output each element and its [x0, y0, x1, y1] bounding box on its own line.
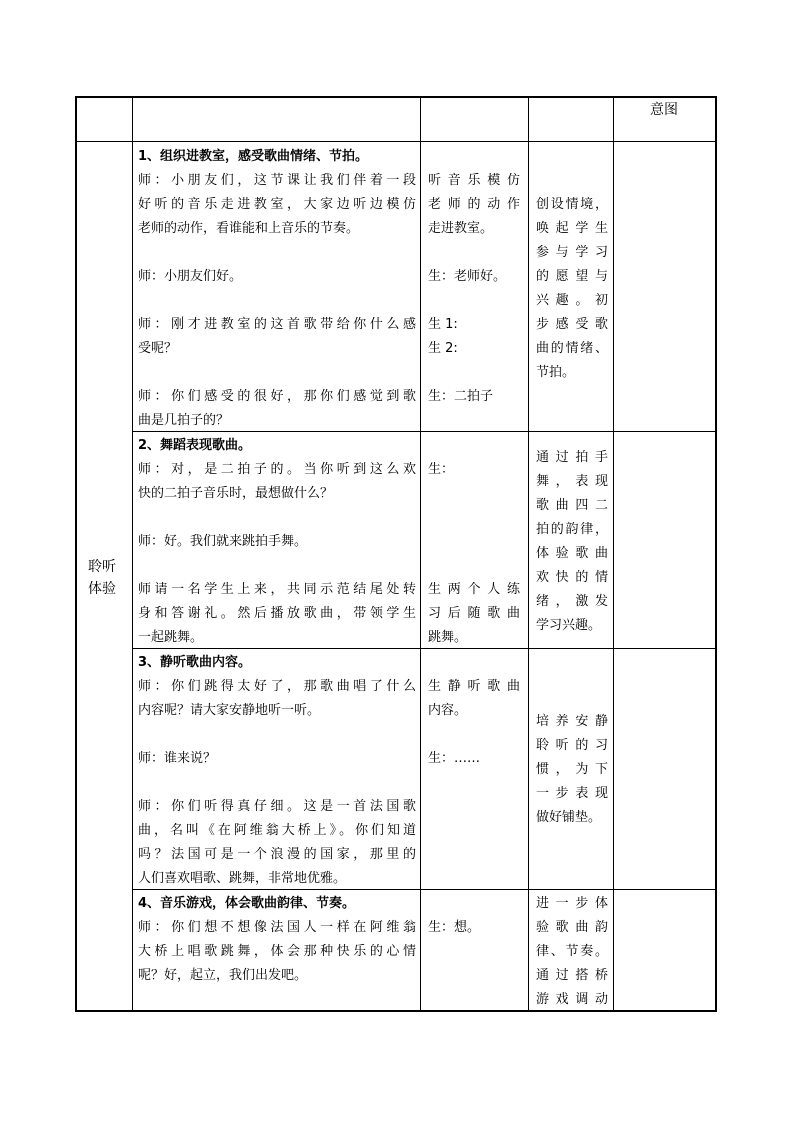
row-2-student-activity: 生： [428, 462, 455, 477]
row-2-design-intent: 通过拍手 舞，表现 歌曲四二 拍的韵律， 体验歌曲 欢快的情 绪，激发 学习兴趣。 [536, 450, 608, 633]
row-3-student-activity: 生静听歌曲 内容。 生：…… [428, 679, 520, 766]
row-1-student-activity: 听音乐模仿 老师的动作 走进教室。 生：老师好。 生 1: 生 2: 生：二拍子 [428, 173, 520, 404]
row-4-title: 4、音乐游戏，体会歌曲韵律、节奏。 [138, 896, 356, 911]
row-1-title: 1、组织进教室，感受歌曲情绪、节拍。 [138, 149, 369, 164]
row-4-student-activity: 生：想。 [428, 920, 481, 935]
row-divider [75, 141, 717, 142]
column-divider [132, 96, 133, 1011]
row-1-teacher-content: 1、组织进教室，感受歌曲情绪、节拍。 师：小朋友们，这节课让我们伴着一段 好听的音乐走进教室，大家边听边模仿 老师的动作，看谁能和上音乐的节奏。 师：小朋友们好。 师：刚才进教室的这首歌带给你什么感 受呢？ 师：你们感受的很好，那你们感觉到歌 曲是几拍子的？ [138, 145, 416, 433]
table-border-right [715, 96, 717, 1012]
row-3-teacher-content: 3、静听歌曲内容。 师：你们跳得太好了，那歌曲唱了什么 内容呢？请大家安静地听一听。 师：谁来说？ 师：你们听得真仔细。这是一首法国歌 曲，名叫《在阿维翁大桥上》。你们知道 吗？法国可是一个浪漫的国家，那里的 人们喜欢唱歌、跳舞，非常地优雅。 [138, 651, 416, 891]
table-border-top [75, 96, 717, 98]
row-1-design-intent: 创设情境， 唤起学生 参与学习 的愿望与 兴趣。初 步感受歌 曲的情绪、 节拍。 [536, 197, 608, 380]
column-divider [528, 96, 529, 1011]
table-border-left [75, 96, 77, 1012]
row-4-teacher-content: 4、音乐游戏，体会歌曲韵律、节奏。 师：你们想不想像法国人一样在阿维翁 大桥上唱歌跳舞，体会那种快乐的心情 呢？好，起立，我们出发吧。 [138, 892, 416, 988]
row-3-title: 3、静听歌曲内容。 [138, 655, 252, 670]
row-2-teacher-content: 2、舞蹈表现歌曲。 师：对，是二拍子的。当你听到这么欢 快的二拍子音乐时，最想做什么？ 师：好。我们就来跳拍手舞。 师请一名学生上来，共同示范结尾处转 身和答谢礼。然后播放歌曲，带领学生 一起跳舞。 [138, 434, 416, 650]
column-divider [613, 96, 614, 1011]
table-border-bottom [75, 1010, 717, 1012]
row-4-design-intent: 进一步体 验歌曲韵 律、节奏。 通过搭桥 游戏调动 [536, 896, 608, 1007]
header-intent-label: 意图 [650, 102, 678, 118]
column-divider [420, 96, 421, 1011]
section-label: 聆听 体验 [88, 559, 116, 597]
row-2-student-dance: 生两个人练 习后随歌曲 跳舞。 [428, 582, 520, 645]
row-2-title: 2、舞蹈表现歌曲。 [138, 438, 252, 453]
row-3-design-intent: 培养安静 聆听的习 惯，为下 一步表现 做好铺垫。 [536, 714, 608, 825]
